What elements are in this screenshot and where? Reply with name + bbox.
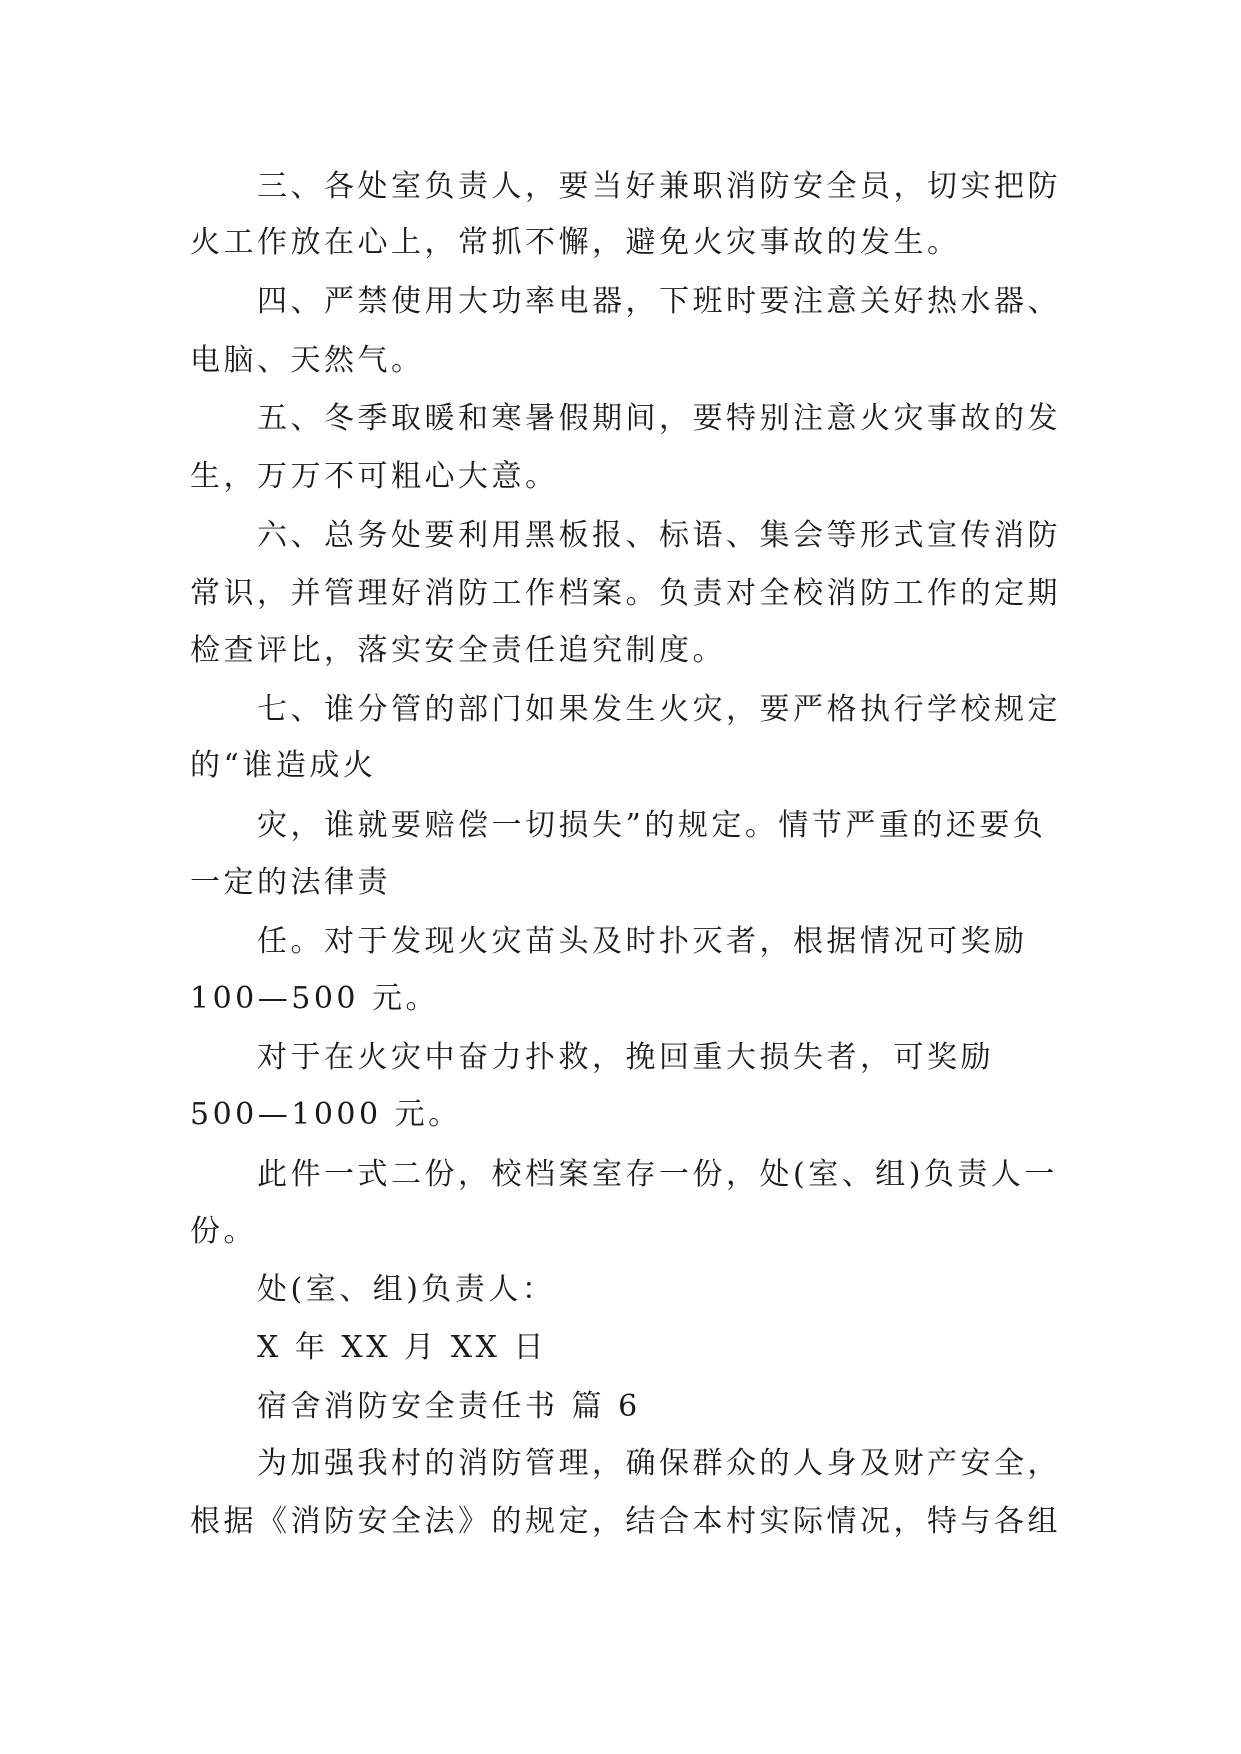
paragraph-5-line-2: 生，万万不可粗心大意。 — [190, 459, 559, 494]
section-heading: 宿舍消防安全责任书 篇 6 — [257, 1389, 641, 1424]
paragraph-10-line-2: 500—1000 元。 — [190, 1097, 462, 1132]
paragraph-9-line-2: 100—500 元。 — [190, 981, 440, 1016]
paragraph-6-line-3: 检查评比，落实安全责任追究制度。 — [190, 633, 726, 668]
paragraph-6-line-2: 常识，并管理好消防工作档案。负责对全校消防工作的定期 — [190, 576, 1061, 611]
paragraph-6-line-1: 六、总务处要利用黑板报、标语、集会等形式宣传消防 — [257, 518, 1061, 553]
paragraph-12-line-2: 根据《消防安全法》的规定，结合本村实际情况，特与各组 — [190, 1504, 1061, 1539]
paragraph-9-line-1: 任。对于发现火灾苗头及时扑灭者，根据情况可奖励 — [257, 924, 1028, 959]
paragraph-11-line-2: 份。 — [190, 1214, 257, 1249]
paragraph-3-line-2: 火工作放在心上，常抓不懈，避免火灾事故的发生。 — [190, 225, 961, 260]
paragraph-12-line-1: 为加强我村的消防管理，确保群众的人身及财产安全， — [257, 1446, 1061, 1481]
paragraph-4-line-2: 电脑、天然气。 — [190, 343, 425, 378]
paragraph-7-line-2: 的“谁造成火 — [190, 748, 377, 783]
paragraph-8-line-1: 灾，谁就要赔偿一切损失”的规定。情节严重的还要负 — [257, 808, 1047, 843]
signature-label: 处(室、组)负责人： — [257, 1272, 556, 1307]
paragraph-5-line-1: 五、冬季取暖和寒暑假期间，要特别注意火灾事故的发 — [257, 401, 1061, 436]
paragraph-8-line-2: 一定的法律责 — [190, 865, 391, 900]
paragraph-10-line-1: 对于在火灾中奋力扑救，挽回重大损失者，可奖励 — [257, 1040, 994, 1075]
paragraph-3-line-1: 三、各处室负责人，要当好兼职消防安全员，切实把防 — [257, 169, 1061, 204]
paragraph-4-line-1: 四、严禁使用大功率电器，下班时要注意关好热水器、 — [257, 284, 1061, 319]
paragraph-7-line-1: 七、谁分管的部门如果发生火灾，要严格执行学校规定 — [257, 692, 1061, 727]
paragraph-11-line-1: 此件一式二份，校档案室存一份，处(室、组)负责人一 — [257, 1157, 1058, 1192]
date-line: X 年 XX 月 XX 日 — [257, 1330, 547, 1365]
